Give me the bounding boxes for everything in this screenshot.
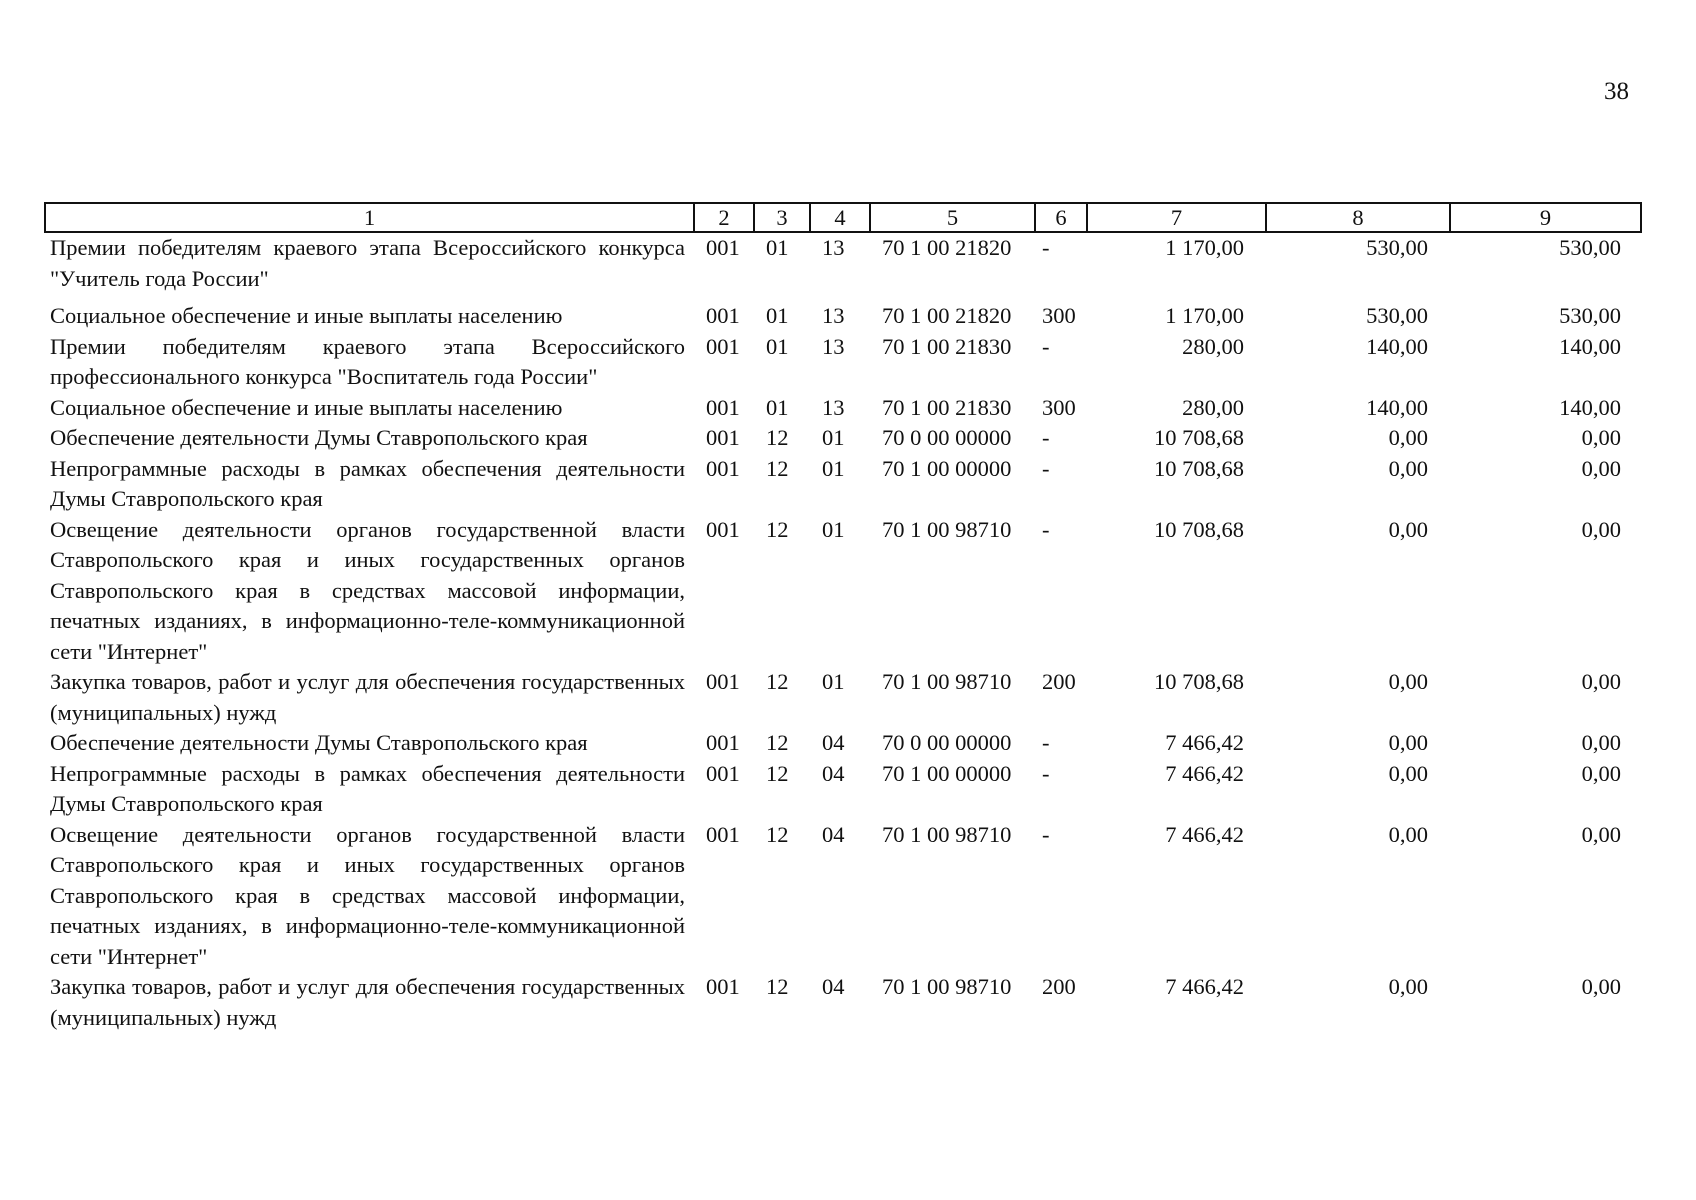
department-code-cell: 001 xyxy=(706,974,740,999)
expense-type-cell: 200 xyxy=(1042,974,1076,999)
target-article-cell: 70 1 00 21820 xyxy=(882,235,1012,260)
amount-cell-8: 0,00 xyxy=(1388,516,1428,542)
amount-cell-9: 0,00 xyxy=(1581,760,1621,786)
section-code-cell: 12 xyxy=(766,455,789,481)
expense-name-cell: Непрограммные расходы в рамках обеспечения деятельности Думы Ставропольского края xyxy=(50,455,685,511)
subsection-code-cell: 04 xyxy=(822,730,845,755)
amount-cell-8: 530,00 xyxy=(1366,303,1428,328)
amount-cell-8: 0,00 xyxy=(1388,669,1428,694)
amount-cell-8: 0,00 xyxy=(1388,760,1428,786)
expense-type-cell: - xyxy=(1042,235,1050,260)
column-header-6: 6 xyxy=(1035,203,1087,232)
expense-type-cell: - xyxy=(1042,425,1050,450)
expense-name-cell: Обеспечение деятельности Думы Ставропольского края xyxy=(50,730,588,755)
column-number-row xyxy=(45,203,1641,232)
column-header-2: 2 xyxy=(694,203,754,232)
amount-cell-8: 140,00 xyxy=(1366,394,1428,420)
subsection-code-cell: 04 xyxy=(822,821,845,847)
expense-name-cell: Закупка товаров, работ и услуг для обеспечения государственных (муниципальных) нужд xyxy=(50,974,685,1030)
amount-cell-8: 140,00 xyxy=(1366,333,1428,359)
section-code-cell: 01 xyxy=(766,394,789,420)
target-article-cell: 70 0 00 00000 xyxy=(882,730,1012,755)
section-code-cell: 01 xyxy=(766,235,789,260)
expense-name-cell: Социальное обеспечение и иные выплаты населению xyxy=(50,303,563,328)
column-header-7: 7 xyxy=(1087,203,1266,232)
amount-cell-9: 0,00 xyxy=(1581,974,1621,999)
subsection-code-cell: 01 xyxy=(822,516,845,542)
column-header-3: 3 xyxy=(754,203,810,232)
section-code-cell: 01 xyxy=(766,333,789,359)
subsection-code-cell: 04 xyxy=(822,974,845,999)
department-code-cell: 001 xyxy=(706,821,740,847)
amount-cell-7: 280,00 xyxy=(1182,333,1244,359)
amount-cell-9: 0,00 xyxy=(1581,425,1621,450)
expense-type-cell: - xyxy=(1042,730,1050,755)
amount-cell-8: 0,00 xyxy=(1388,821,1428,847)
table-row xyxy=(45,232,1641,301)
amount-cell-7: 7 466,42 xyxy=(1165,730,1244,755)
department-code-cell: 001 xyxy=(706,760,740,786)
department-code-cell: 001 xyxy=(706,730,740,755)
table-row xyxy=(45,820,1641,973)
expense-type-cell: - xyxy=(1042,821,1050,847)
table-row xyxy=(45,301,1641,332)
table-row xyxy=(45,393,1641,424)
department-code-cell: 001 xyxy=(706,333,740,359)
department-code-cell: 001 xyxy=(706,516,740,542)
target-article-cell: 70 1 00 21830 xyxy=(882,394,1012,420)
target-article-cell: 70 1 00 21830 xyxy=(882,333,1012,359)
department-code-cell: 001 xyxy=(706,455,740,481)
column-header-5: 5 xyxy=(870,203,1035,232)
target-article-cell: 70 0 00 00000 xyxy=(882,425,1012,450)
expense-type-cell: 300 xyxy=(1042,394,1076,420)
section-code-cell: 12 xyxy=(766,730,789,755)
section-code-cell: 12 xyxy=(766,974,789,999)
section-code-cell: 12 xyxy=(766,760,789,786)
section-code-cell: 12 xyxy=(766,821,789,847)
amount-cell-8: 530,00 xyxy=(1366,235,1428,260)
amount-cell-9: 0,00 xyxy=(1581,455,1621,481)
table-row xyxy=(45,454,1641,515)
section-code-cell: 01 xyxy=(766,303,789,328)
expense-name-cell: Непрограммные расходы в рамках обеспечения деятельности Думы Ставропольского края xyxy=(50,760,685,816)
table-row xyxy=(45,332,1641,393)
target-article-cell: 70 1 00 98710 xyxy=(882,516,1012,542)
expense-type-cell: - xyxy=(1042,333,1050,359)
amount-cell-9: 0,00 xyxy=(1581,821,1621,847)
column-header-1: 1 xyxy=(45,203,694,232)
department-code-cell: 001 xyxy=(706,394,740,420)
department-code-cell: 001 xyxy=(706,303,740,328)
amount-cell-8: 0,00 xyxy=(1388,425,1428,450)
subsection-code-cell: 13 xyxy=(822,235,845,260)
amount-cell-8: 0,00 xyxy=(1388,974,1428,999)
amount-cell-9: 0,00 xyxy=(1581,730,1621,755)
target-article-cell: 70 1 00 98710 xyxy=(882,974,1012,999)
table-row xyxy=(45,423,1641,454)
amount-cell-7: 7 466,42 xyxy=(1165,821,1244,847)
amount-cell-9: 140,00 xyxy=(1559,394,1621,420)
subsection-code-cell: 13 xyxy=(822,303,845,328)
expense-name-cell: Обеспечение деятельности Думы Ставропольского края xyxy=(50,425,588,450)
column-header-8: 8 xyxy=(1266,203,1450,232)
expense-type-cell: - xyxy=(1042,455,1050,481)
section-code-cell: 12 xyxy=(766,669,789,694)
target-article-cell: 70 1 00 98710 xyxy=(882,821,1012,847)
expense-type-cell: 200 xyxy=(1042,669,1076,694)
section-code-cell: 12 xyxy=(766,425,789,450)
subsection-code-cell: 04 xyxy=(822,760,845,786)
amount-cell-8: 0,00 xyxy=(1388,730,1428,755)
table-row xyxy=(45,728,1641,759)
amount-cell-7: 7 466,42 xyxy=(1165,760,1244,786)
expense-name-cell: Закупка товаров, работ и услуг для обеспечения государственных (муниципальных) нужд xyxy=(50,669,685,725)
amount-cell-7: 280,00 xyxy=(1182,394,1244,420)
amount-cell-7: 10 708,68 xyxy=(1154,669,1244,694)
amount-cell-9: 0,00 xyxy=(1581,516,1621,542)
target-article-cell: 70 1 00 00000 xyxy=(882,760,1012,786)
expense-type-cell: - xyxy=(1042,760,1050,786)
amount-cell-7: 7 466,42 xyxy=(1165,974,1244,999)
amount-cell-8: 0,00 xyxy=(1388,455,1428,481)
expense-name-cell: Освещение деятельности органов государственной власти Ставропольского края и иных государственных органов Ставропольского края в средствах массовой информации, печатных изданиях, в информационно-теле-коммуникационной сети "Интернет" xyxy=(50,516,685,664)
page-number: 38 xyxy=(1604,78,1629,105)
amount-cell-9: 0,00 xyxy=(1581,669,1621,694)
expense-name-cell: Премии победителям краевого этапа Всероссийского профессионального конкурса "Воспитатель года России" xyxy=(50,333,685,389)
amount-cell-7: 1 170,00 xyxy=(1165,303,1244,328)
table-header xyxy=(45,203,1641,232)
column-header-9: 9 xyxy=(1450,203,1641,232)
expense-name-cell: Освещение деятельности органов государственной власти Ставропольского края и иных государственных органов Ставропольского края в средствах массовой информации, печатных изданиях, в информационно-теле-коммуникационной сети "Интернет" xyxy=(50,821,685,969)
table-body xyxy=(45,232,1641,1033)
amount-cell-9: 530,00 xyxy=(1559,235,1621,260)
target-article-cell: 70 1 00 21820 xyxy=(882,303,1012,328)
expense-type-cell: - xyxy=(1042,516,1050,542)
table-row xyxy=(45,515,1641,668)
section-code-cell: 12 xyxy=(766,516,789,542)
expense-name-cell: Социальное обеспечение и иные выплаты населению xyxy=(50,394,563,420)
amount-cell-7: 10 708,68 xyxy=(1154,455,1244,481)
amount-cell-7: 10 708,68 xyxy=(1154,516,1244,542)
budget-table xyxy=(44,202,1642,1033)
subsection-code-cell: 13 xyxy=(822,394,845,420)
table-row xyxy=(45,972,1641,1033)
amount-cell-9: 140,00 xyxy=(1559,333,1621,359)
column-header-4: 4 xyxy=(810,203,870,232)
table-row xyxy=(45,759,1641,820)
subsection-code-cell: 01 xyxy=(822,425,845,450)
expense-name-cell: Премии победителям краевого этапа Всероссийского конкурса "Учитель года России" xyxy=(50,235,685,291)
target-article-cell: 70 1 00 98710 xyxy=(882,669,1012,694)
amount-cell-9: 530,00 xyxy=(1559,303,1621,328)
subsection-code-cell: 13 xyxy=(822,333,845,359)
department-code-cell: 001 xyxy=(706,425,740,450)
amount-cell-7: 10 708,68 xyxy=(1154,425,1244,450)
amount-cell-7: 1 170,00 xyxy=(1165,235,1244,260)
expense-type-cell: 300 xyxy=(1042,303,1076,328)
subsection-code-cell: 01 xyxy=(822,455,845,481)
department-code-cell: 001 xyxy=(706,235,740,260)
target-article-cell: 70 1 00 00000 xyxy=(882,455,1012,481)
department-code-cell: 001 xyxy=(706,669,740,694)
subsection-code-cell: 01 xyxy=(822,669,845,694)
table-row xyxy=(45,667,1641,728)
